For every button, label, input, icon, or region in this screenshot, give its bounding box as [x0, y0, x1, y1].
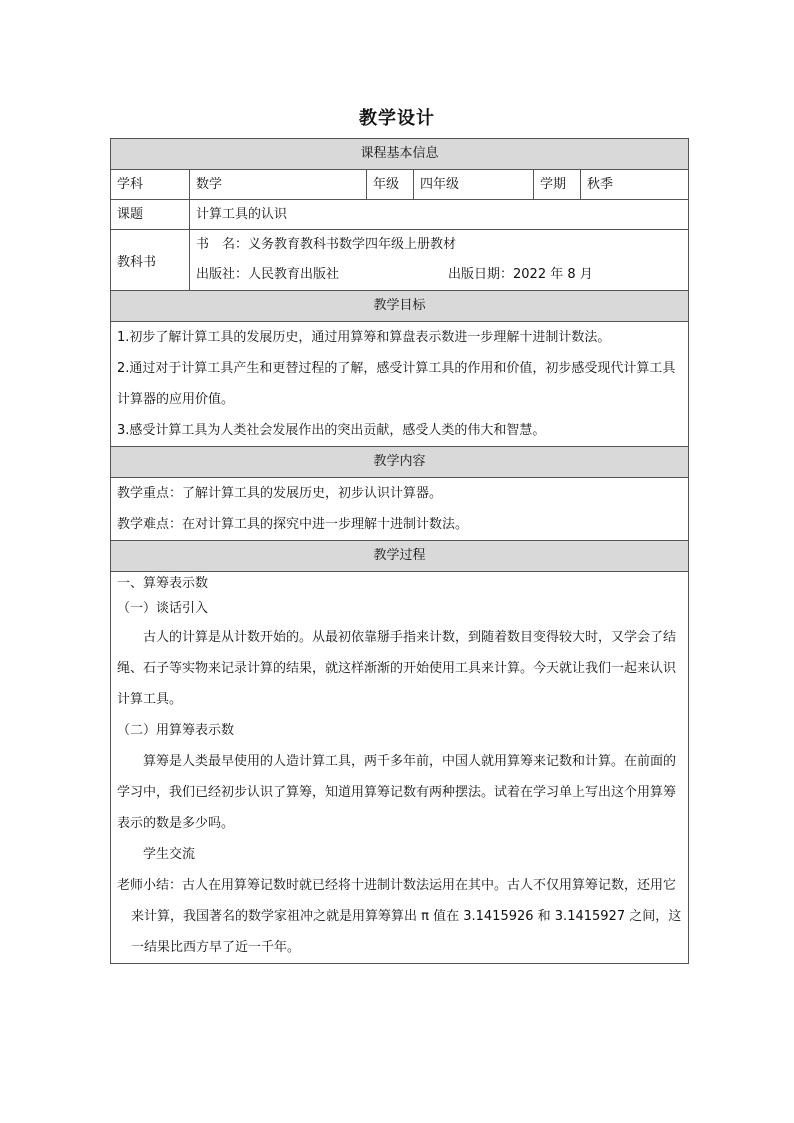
objective-item: 1.初步了解计算工具的发展历史，通过用算筹和算盘表示数进一步理解十进制计数法。: [117, 330, 611, 345]
grade-value: 四年级: [414, 170, 534, 200]
content-body: [111, 478, 689, 541]
process-paragraph: 学生交流: [143, 847, 196, 862]
key-point: 教学重点：了解计算工具的发展历史，初步认识计算器。: [117, 486, 443, 501]
objective-item: 3.感受计算工具为人类社会发展作出的突出贡献，感受人类的伟大和智慧。: [117, 423, 546, 438]
textbook-info: [190, 230, 689, 291]
textbook-label: 教科书: [111, 230, 190, 291]
process-subheading: （二）用算筹表示数: [117, 723, 235, 738]
term-label: 学期: [534, 170, 581, 200]
process-body: [111, 572, 689, 964]
difficulty-point: 教学难点：在对计算工具的探究中进一步理解十进制计数法。: [117, 517, 469, 532]
book-name: 书 名：义务教育教科书数学四年级上册教材: [196, 237, 457, 252]
objective-item: 2.通过对于计算工具产生和更替过程的了解，感受计算工具的作用和价值，初步感受现代计算工具计算器的应用价值。: [117, 361, 676, 407]
process-heading: 一、算筹表示数: [117, 576, 209, 591]
process-paragraph: 古人的计算是从计数开始的。从最初依靠掰手指来计数，到随着数目变得较大时，又学会了结绳、石子等实物来记录计算的结果，就这样渐渐的开始使用工具来计算。今天就让我们一起来认识计算工具。: [117, 630, 677, 707]
document-title: 教学设计: [359, 108, 435, 129]
subject-value: 数学: [190, 170, 367, 200]
section-header-objectives: 教学目标: [111, 291, 689, 322]
objectives-body: [111, 322, 689, 447]
process-paragraph: 算筹是人类最早使用的人造计算工具，两千多年前，中国人就用算筹来记数和计算。在前面的学习中，我们已经初步认识了算筹，知道用算筹记数有两种摆法。试着在学习单上写出这个用算筹表示的数是多少吗。: [117, 754, 677, 831]
process-subheading: （一）谈话引入: [117, 601, 209, 616]
teacher-summary: 老师小结：古人在用算筹记数时就已经将十进制计数法运用在其中。古人不仅用算筹记数，还用它来计算，我国著名的数学家祖冲之就是用算筹算出 π 值在 3.1415926 和 3.1415927 之间，这一结果比西方早了近一千年。: [117, 878, 682, 955]
topic-label: 课题: [111, 200, 190, 230]
grade-label: 年级: [367, 170, 414, 200]
section-header-content: 教学内容: [111, 447, 689, 478]
publisher-line: [196, 260, 682, 290]
subject-label: 学科: [111, 170, 190, 200]
publish-date: 出版日期：2022 年 8 月: [448, 267, 593, 282]
publisher: 出版社：人民教育出版社: [196, 267, 340, 282]
lesson-plan-table: [110, 138, 689, 964]
section-header-process: 教学过程: [111, 541, 689, 572]
topic-value: 计算工具的认识: [190, 200, 689, 230]
section-header-basic-info: 课程基本信息: [111, 139, 689, 170]
term-value: 秋季: [581, 170, 689, 200]
